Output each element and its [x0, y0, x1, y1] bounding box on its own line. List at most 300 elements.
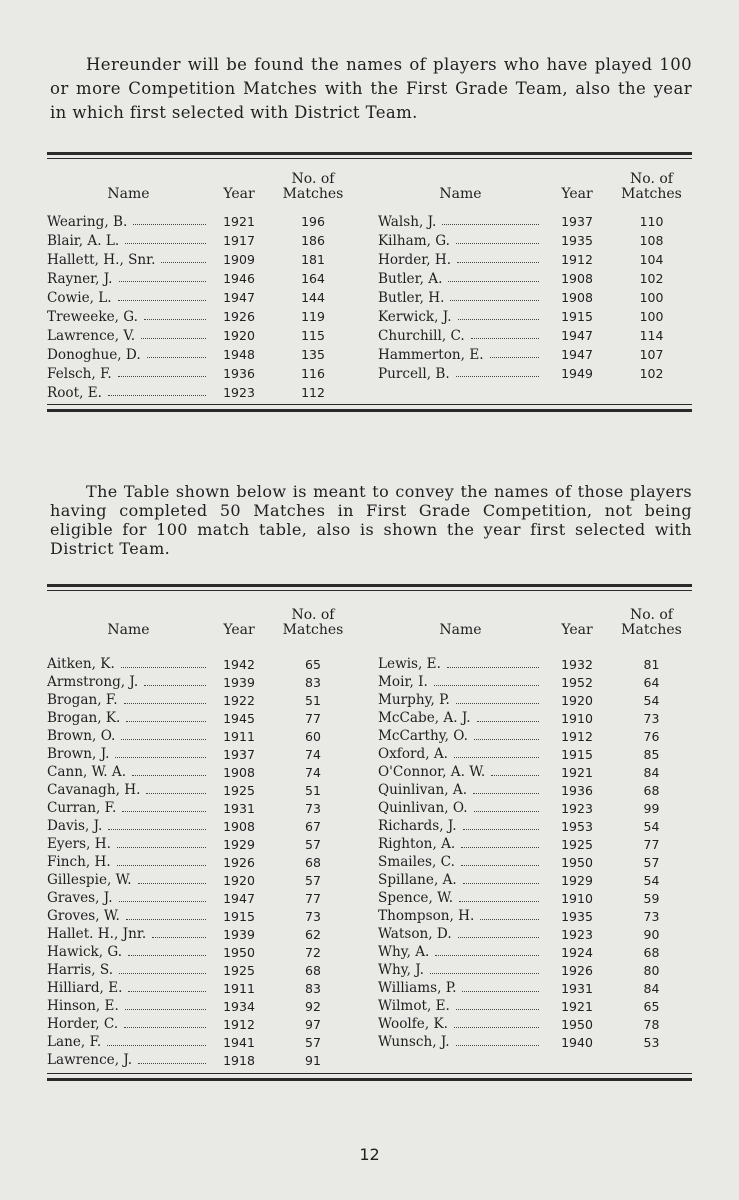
- player-matches: 83: [305, 980, 321, 996]
- table1-top-rule-thin: [47, 158, 692, 159]
- player-year: 1945: [223, 710, 255, 726]
- player-matches-right: 85: [643, 746, 660, 762]
- player-name-text: Quinlivan, O.: [378, 800, 468, 816]
- player-year-right: 1923: [561, 800, 593, 816]
- table1-bottom-rule-thick: [47, 409, 692, 412]
- player-name-right: [378, 250, 543, 269]
- player-year-right: 1937: [561, 214, 593, 229]
- leader-dots: [124, 1027, 206, 1028]
- player-name: [47, 763, 210, 781]
- table-row: [47, 673, 692, 691]
- player-matches-right: 102: [639, 366, 664, 381]
- table1-top-rule-thick: [47, 152, 692, 155]
- player-matches-right: 108: [639, 233, 664, 248]
- player-name-text: Hilliard, E.: [47, 980, 123, 996]
- table-row: [47, 889, 692, 907]
- player-name-text: O'Connor, A. W.: [378, 764, 486, 780]
- player-year: 1920: [223, 872, 255, 888]
- player-name: [47, 212, 210, 231]
- column-header-matches-line1: No. of: [291, 171, 335, 187]
- table-row: [47, 961, 692, 979]
- player-name-text: Eyers, H.: [47, 836, 111, 852]
- player-name: [47, 1051, 210, 1069]
- player-name-text: Wearing, B.: [47, 213, 128, 230]
- player-name-text: Butler, A.: [378, 270, 443, 287]
- player-name: [47, 745, 210, 763]
- player-name-text: Graves, J.: [47, 890, 113, 906]
- table-row: [47, 799, 692, 817]
- leader-dots: [474, 811, 539, 812]
- player-year: 1923: [223, 385, 255, 400]
- column-header-year-2-right: Year: [561, 622, 593, 638]
- leader-dots: [450, 300, 539, 301]
- player-matches-right: 90: [643, 926, 660, 942]
- player-name: [47, 231, 210, 250]
- leader-dots: [119, 901, 206, 902]
- player-matches-right: 84: [643, 764, 660, 780]
- player-matches-right: 107: [639, 347, 664, 362]
- leader-dots: [456, 1045, 539, 1046]
- leader-dots: [124, 703, 206, 704]
- player-name-text: Smailes, C.: [378, 854, 455, 870]
- player-name-text: Purcell, B.: [378, 365, 450, 382]
- player-name-right: [378, 673, 543, 691]
- column-header-matches: [268, 166, 358, 202]
- page-number: 12: [359, 1145, 380, 1164]
- table-row: [47, 781, 692, 799]
- player-year-right: 1912: [561, 728, 593, 744]
- player-matches-right: 53: [643, 1034, 660, 1050]
- column-header-year: Year: [223, 186, 255, 202]
- table-row: [47, 269, 692, 288]
- player-year: 1915: [223, 908, 255, 924]
- leader-dots: [477, 721, 539, 722]
- column-header-name-right: Name: [439, 186, 482, 202]
- table2-top-rule-thick: [47, 584, 692, 587]
- leader-dots: [454, 757, 539, 758]
- player-matches-right: 64: [643, 674, 660, 690]
- leader-dots: [121, 667, 206, 668]
- player-matches: 116: [301, 366, 325, 381]
- hundred-matches-table: [47, 166, 692, 402]
- player-name-text: Hallett, H., Snr.: [47, 251, 156, 268]
- leader-dots: [138, 1063, 206, 1064]
- leader-dots: [126, 919, 206, 920]
- player-name-text: Harris, S.: [47, 962, 114, 978]
- player-name-text: Hawick, G.: [47, 944, 123, 960]
- player-year: 1912: [223, 1016, 255, 1032]
- player-name-right: [378, 231, 543, 250]
- table-row: [47, 871, 692, 889]
- player-matches: 67: [305, 818, 321, 834]
- leader-dots: [126, 721, 206, 722]
- player-matches-right: 68: [643, 782, 660, 798]
- player-name-text: Brogan, K.: [47, 710, 121, 726]
- leader-dots: [456, 703, 539, 704]
- table-row: [47, 231, 692, 250]
- player-matches: 74: [305, 746, 321, 762]
- player-matches-right: 110: [639, 214, 664, 229]
- player-name: [47, 1033, 210, 1051]
- player-name-text: Root, E.: [47, 384, 102, 401]
- player-year-right: 1925: [561, 836, 593, 852]
- intro-paragraph-bottom: The Table shown below is meant to convey the names of those players having completed 50 Matches in First Grade Competition, not being eligible for 100 match table, also is shown the year first selected with District Team.: [50, 482, 692, 558]
- player-name-text: Spillane, A.: [378, 872, 457, 888]
- player-name: [47, 288, 210, 307]
- player-name-text: Davis, J.: [47, 818, 103, 834]
- player-name-text: Felsch, F.: [47, 365, 112, 382]
- leader-dots: [490, 357, 539, 358]
- player-year: 1936: [223, 366, 255, 381]
- player-name-text: Gillespie, W.: [47, 872, 132, 888]
- player-name-text: Oxford, A.: [378, 746, 449, 762]
- player-name: [47, 326, 210, 345]
- table-row: [47, 853, 692, 871]
- player-name-text: Armstrong, J.: [47, 674, 139, 690]
- player-matches-right: 76: [643, 728, 660, 744]
- leader-dots: [447, 667, 539, 668]
- fifty-matches-table: [47, 602, 692, 1069]
- column-header-matches-2-right-line1: No. of: [630, 607, 673, 623]
- column-header-matches-2-line1: No. of: [291, 607, 335, 623]
- leader-dots: [457, 262, 539, 263]
- player-matches: 77: [305, 710, 321, 726]
- leader-dots: [115, 757, 206, 758]
- player-year-right: 1953: [561, 818, 593, 834]
- player-year: 1908: [223, 764, 255, 780]
- player-matches-right: 57: [643, 854, 660, 870]
- player-name: [47, 889, 210, 907]
- player-name-text: Cavanagh, H.: [47, 782, 141, 798]
- player-name: [47, 655, 210, 673]
- player-matches: 119: [301, 309, 325, 324]
- player-matches-right: 54: [643, 872, 660, 888]
- player-year-right: 1936: [561, 782, 593, 798]
- leader-dots: [474, 739, 539, 740]
- player-year-right: 1947: [561, 328, 593, 343]
- player-name-text: Hallet. H., Jnr.: [47, 926, 147, 942]
- player-matches-right: 65: [643, 998, 660, 1014]
- player-matches: 92: [305, 998, 321, 1014]
- leader-dots: [125, 1009, 206, 1010]
- player-name-text: Murphy, P.: [378, 692, 450, 708]
- player-year: 1929: [223, 836, 255, 852]
- player-name-text: Hinson, E.: [47, 998, 119, 1014]
- player-year-right: 1926: [561, 962, 593, 978]
- player-matches: 73: [305, 800, 321, 816]
- player-matches: 83: [305, 674, 321, 690]
- player-name-text: Watson, D.: [378, 926, 452, 942]
- player-matches: 62: [305, 926, 321, 942]
- player-year: 1934: [223, 998, 255, 1014]
- player-matches-right: 100: [639, 290, 664, 305]
- player-name: [47, 383, 210, 402]
- column-header-matches-2-line2: Matches: [282, 622, 344, 638]
- table-row: [47, 383, 692, 402]
- column-header-year-2: Year: [223, 622, 255, 638]
- intro-paragraph-top: Hereunder will be found the names of players who have played 100 or more Competition Matches with the First Grade Team, also the year in which first selected with District Team.: [50, 55, 692, 122]
- player-matches: 57: [305, 872, 321, 888]
- player-matches: 115: [301, 328, 325, 343]
- player-name-right: [378, 709, 543, 727]
- player-name-right: [378, 871, 543, 889]
- table-row: [47, 763, 692, 781]
- player-matches: 51: [305, 692, 321, 708]
- player-name-text: Kilham, G.: [378, 232, 450, 249]
- player-year-right: 1940: [561, 1034, 593, 1050]
- player-matches: 73: [305, 908, 321, 924]
- player-name-text: Kerwick, J.: [378, 308, 452, 325]
- player-name: [47, 691, 210, 709]
- player-matches-right: 59: [643, 890, 660, 906]
- leader-dots: [480, 919, 539, 920]
- player-year-right: 1921: [561, 764, 593, 780]
- leader-dots: [133, 224, 206, 225]
- player-name: [47, 673, 210, 691]
- leader-dots: [141, 338, 206, 339]
- player-name: [47, 961, 210, 979]
- table-row: [47, 817, 692, 835]
- table-row: [47, 943, 692, 961]
- player-matches-right: 100: [639, 309, 664, 324]
- leader-dots: [442, 224, 539, 225]
- player-year-right: 1929: [561, 872, 593, 888]
- player-name-right: [378, 763, 543, 781]
- player-year-right: 1920: [561, 692, 593, 708]
- table-row: [47, 727, 692, 745]
- table-row: [47, 835, 692, 853]
- leader-dots: [456, 376, 539, 377]
- player-name-text: Lewis, E.: [378, 656, 441, 672]
- player-name-text: McCabe, A. J.: [378, 710, 471, 726]
- player-name-right: [378, 345, 543, 364]
- player-year: 1946: [223, 271, 255, 286]
- player-year: 1926: [223, 854, 255, 870]
- player-year-right: 1912: [561, 252, 593, 267]
- table2-top-rule-thin: [47, 590, 692, 591]
- leader-dots: [144, 685, 206, 686]
- player-name-text: Lawrence, J.: [47, 1052, 133, 1068]
- leader-dots: [132, 775, 206, 776]
- player-year: 1922: [223, 692, 255, 708]
- column-header-matches-right-line1: No. of: [630, 171, 673, 187]
- leader-dots: [461, 865, 539, 866]
- player-year-right: 1915: [561, 746, 593, 762]
- player-name: [47, 907, 210, 925]
- player-year: 1939: [223, 926, 255, 942]
- table-row: [47, 345, 692, 364]
- player-matches: 68: [305, 854, 321, 870]
- player-name: [47, 835, 210, 853]
- leader-dots: [461, 847, 539, 848]
- player-year-right: 1908: [561, 271, 593, 286]
- player-year: 1931: [223, 800, 255, 816]
- leader-dots: [462, 991, 539, 992]
- player-matches-right: 81: [643, 656, 660, 672]
- table-row: [47, 364, 692, 383]
- leader-dots: [435, 955, 539, 956]
- player-matches: 186: [301, 233, 325, 248]
- player-name: [47, 364, 210, 383]
- leader-dots: [456, 243, 539, 244]
- leader-dots: [456, 1009, 539, 1010]
- table2-bottom-rule-thin: [47, 1073, 692, 1074]
- player-name: [47, 979, 210, 997]
- leader-dots: [430, 973, 539, 974]
- player-year: 1926: [223, 309, 255, 324]
- player-matches: 112: [301, 385, 325, 400]
- player-matches: 74: [305, 764, 321, 780]
- table-row: [47, 979, 692, 997]
- leader-dots: [459, 901, 539, 902]
- player-matches: 51: [305, 782, 321, 798]
- leader-dots: [108, 395, 206, 396]
- player-matches-right: 77: [643, 836, 660, 852]
- player-name-text: Woolfe, K.: [378, 1016, 448, 1032]
- player-name-text: Lane, F.: [47, 1034, 102, 1050]
- player-matches: 68: [305, 962, 321, 978]
- player-name-right: [378, 925, 543, 943]
- player-year-right: 1950: [561, 854, 593, 870]
- player-year: 1941: [223, 1034, 255, 1050]
- player-year-right: 1931: [561, 980, 593, 996]
- player-year: 1942: [223, 656, 255, 672]
- player-name-right: [378, 853, 543, 871]
- player-year-right: 1932: [561, 656, 593, 672]
- table-row: [47, 709, 692, 727]
- player-name-text: Quinlivan, A.: [378, 782, 468, 798]
- player-name-right: [378, 212, 543, 231]
- player-year-right: 1947: [561, 347, 593, 362]
- leader-dots: [125, 243, 206, 244]
- player-name-right: [378, 943, 543, 961]
- leader-dots: [471, 338, 539, 339]
- column-header-year-right: Year: [561, 186, 593, 202]
- leader-dots: [434, 685, 539, 686]
- leader-dots: [491, 775, 539, 776]
- player-name-right: [378, 1033, 543, 1051]
- player-name-text: Wilmot, E.: [378, 998, 450, 1014]
- table-row: [47, 691, 692, 709]
- table-row: [47, 250, 692, 269]
- player-matches-right: 78: [643, 1016, 660, 1032]
- player-year: 1908: [223, 818, 255, 834]
- player-year: 1925: [223, 782, 255, 798]
- player-year: 1917: [223, 233, 255, 248]
- player-name-text: Hammerton, E.: [378, 346, 484, 363]
- player-matches-right: 68: [643, 944, 660, 960]
- player-name: [47, 943, 210, 961]
- player-year-right: 1908: [561, 290, 593, 305]
- player-matches-right: 114: [639, 328, 664, 343]
- player-name-text: Williams, P.: [378, 980, 457, 996]
- player-name: [47, 345, 210, 364]
- table-row: [47, 1015, 692, 1033]
- player-year: 1920: [223, 328, 255, 343]
- leader-dots: [117, 865, 206, 866]
- column-header-name-2-right: Name: [439, 622, 482, 638]
- leader-dots: [463, 883, 539, 884]
- player-name-text: Groves, W.: [47, 908, 120, 924]
- table-row: [47, 212, 692, 231]
- player-year-right: 1915: [561, 309, 593, 324]
- player-name-right: [378, 799, 543, 817]
- player-name: [47, 781, 210, 799]
- player-name-text: Walsh, J.: [378, 213, 437, 230]
- player-name: [47, 799, 210, 817]
- player-name: [47, 727, 210, 745]
- player-matches: 135: [301, 347, 325, 362]
- player-matches: 60: [305, 728, 321, 744]
- player-matches: 65: [305, 656, 321, 672]
- leader-dots: [152, 937, 206, 938]
- player-year: 1947: [223, 290, 255, 305]
- player-name-text: Lawrence, V.: [47, 327, 136, 344]
- player-name: [47, 307, 210, 326]
- player-year-right: 1949: [561, 366, 593, 381]
- player-matches: 77: [305, 890, 321, 906]
- player-year: 1950: [223, 944, 255, 960]
- player-name-text: Brown, O.: [47, 728, 116, 744]
- leader-dots: [146, 793, 206, 794]
- player-name-text: Brown, J.: [47, 746, 110, 762]
- player-matches: 72: [305, 944, 321, 960]
- leader-dots: [147, 357, 206, 358]
- player-name-right: [378, 269, 543, 288]
- column-header-matches-line2: Matches: [282, 186, 344, 202]
- player-name-right: [378, 961, 543, 979]
- player-name-text: Why, J.: [378, 962, 424, 978]
- player-year-right: 1921: [561, 998, 593, 1014]
- player-name-right: [378, 364, 543, 383]
- leader-dots: [108, 829, 206, 830]
- player-name: [47, 997, 210, 1015]
- player-year: 1918: [223, 1052, 255, 1068]
- player-year-right: 1935: [561, 233, 593, 248]
- player-name-text: Blair, A. L.: [47, 232, 120, 249]
- leader-dots: [128, 955, 206, 956]
- player-name-right: [378, 691, 543, 709]
- player-year: 1947: [223, 890, 255, 906]
- leader-dots: [138, 883, 206, 884]
- table-row: [47, 997, 692, 1015]
- player-year-right: 1910: [561, 890, 593, 906]
- player-name: [47, 871, 210, 889]
- player-matches: 181: [301, 252, 325, 267]
- table-row: [47, 307, 692, 326]
- player-matches: 97: [305, 1016, 321, 1032]
- player-name-right: [378, 997, 543, 1015]
- player-matches-right: 104: [639, 252, 664, 267]
- player-name: [47, 853, 210, 871]
- player-name: [47, 269, 210, 288]
- leader-dots: [448, 281, 539, 282]
- player-year-right: 1950: [561, 1016, 593, 1032]
- player-name-text: Wunsch, J.: [378, 1034, 450, 1050]
- table1-bottom-rule-thin: [47, 404, 692, 405]
- player-name: [47, 925, 210, 943]
- player-matches-right: 99: [643, 800, 660, 816]
- table-row: [47, 745, 692, 763]
- player-matches-right: 54: [643, 692, 660, 708]
- leader-dots: [463, 829, 539, 830]
- table-row: [47, 1051, 692, 1069]
- column-header-matches-2: [268, 602, 358, 638]
- table-row: [47, 907, 692, 925]
- player-matches: 164: [301, 271, 325, 286]
- table-row: [47, 288, 692, 307]
- table2-bottom-rule-thick: [47, 1078, 692, 1081]
